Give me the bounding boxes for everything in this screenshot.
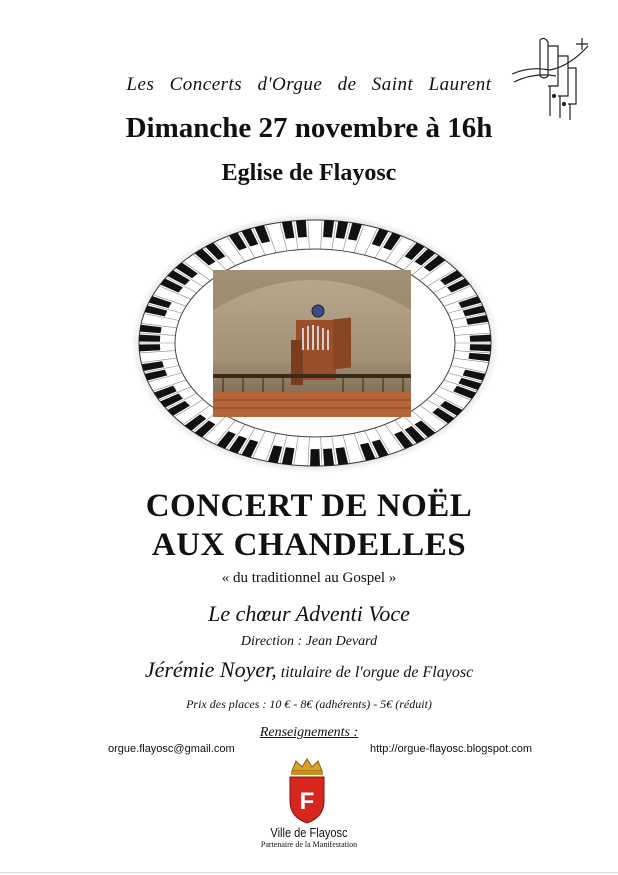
organist-name: Jérémie Noyer, [144, 657, 277, 682]
choir-director: Direction : Jean Devard [240, 634, 378, 649]
svg-text:F: F [299, 788, 315, 815]
town-name: Ville de Flayosc [270, 825, 348, 840]
organist-line [0, 657, 618, 683]
choir-name: Le chœur Adventi Voce [208, 601, 410, 626]
contact-website[interactable]: http://orgue-flayosc.blogspot.com [370, 743, 533, 755]
flayosc-crest-logo [282, 757, 332, 825]
page-edge [0, 872, 618, 873]
contact-email[interactable]: orgue.flayosc@gmail.com [108, 743, 235, 755]
ticket-prices: Prix des places : 10 € - 8€ (adhérents) - 5€ (réduit) [186, 697, 432, 711]
church-organ-photo [213, 270, 411, 417]
concert-subtitle: « du traditionnel au Gospel » [221, 570, 397, 586]
concert-series-title: Les Concerts d'Orgue de Saint Laurent [126, 74, 492, 95]
partner-tagline: Partenaire de la Manifestation [260, 840, 358, 849]
black-key [139, 344, 160, 351]
black-key [470, 344, 491, 351]
organist-role: titulaire de l'orgue de Flayosc [280, 664, 474, 681]
event-date: Dimanche 27 novembre à 16h [125, 112, 493, 144]
black-key [310, 449, 320, 466]
event-venue: Eglise de Flayosc [221, 160, 397, 186]
concert-title-line1: CONCERT DE NOËL [145, 488, 473, 524]
black-key [139, 335, 160, 342]
info-heading: Renseignements : [259, 725, 359, 740]
black-key [470, 335, 491, 342]
concert-title-line2: AUX CHANDELLES [151, 527, 467, 563]
